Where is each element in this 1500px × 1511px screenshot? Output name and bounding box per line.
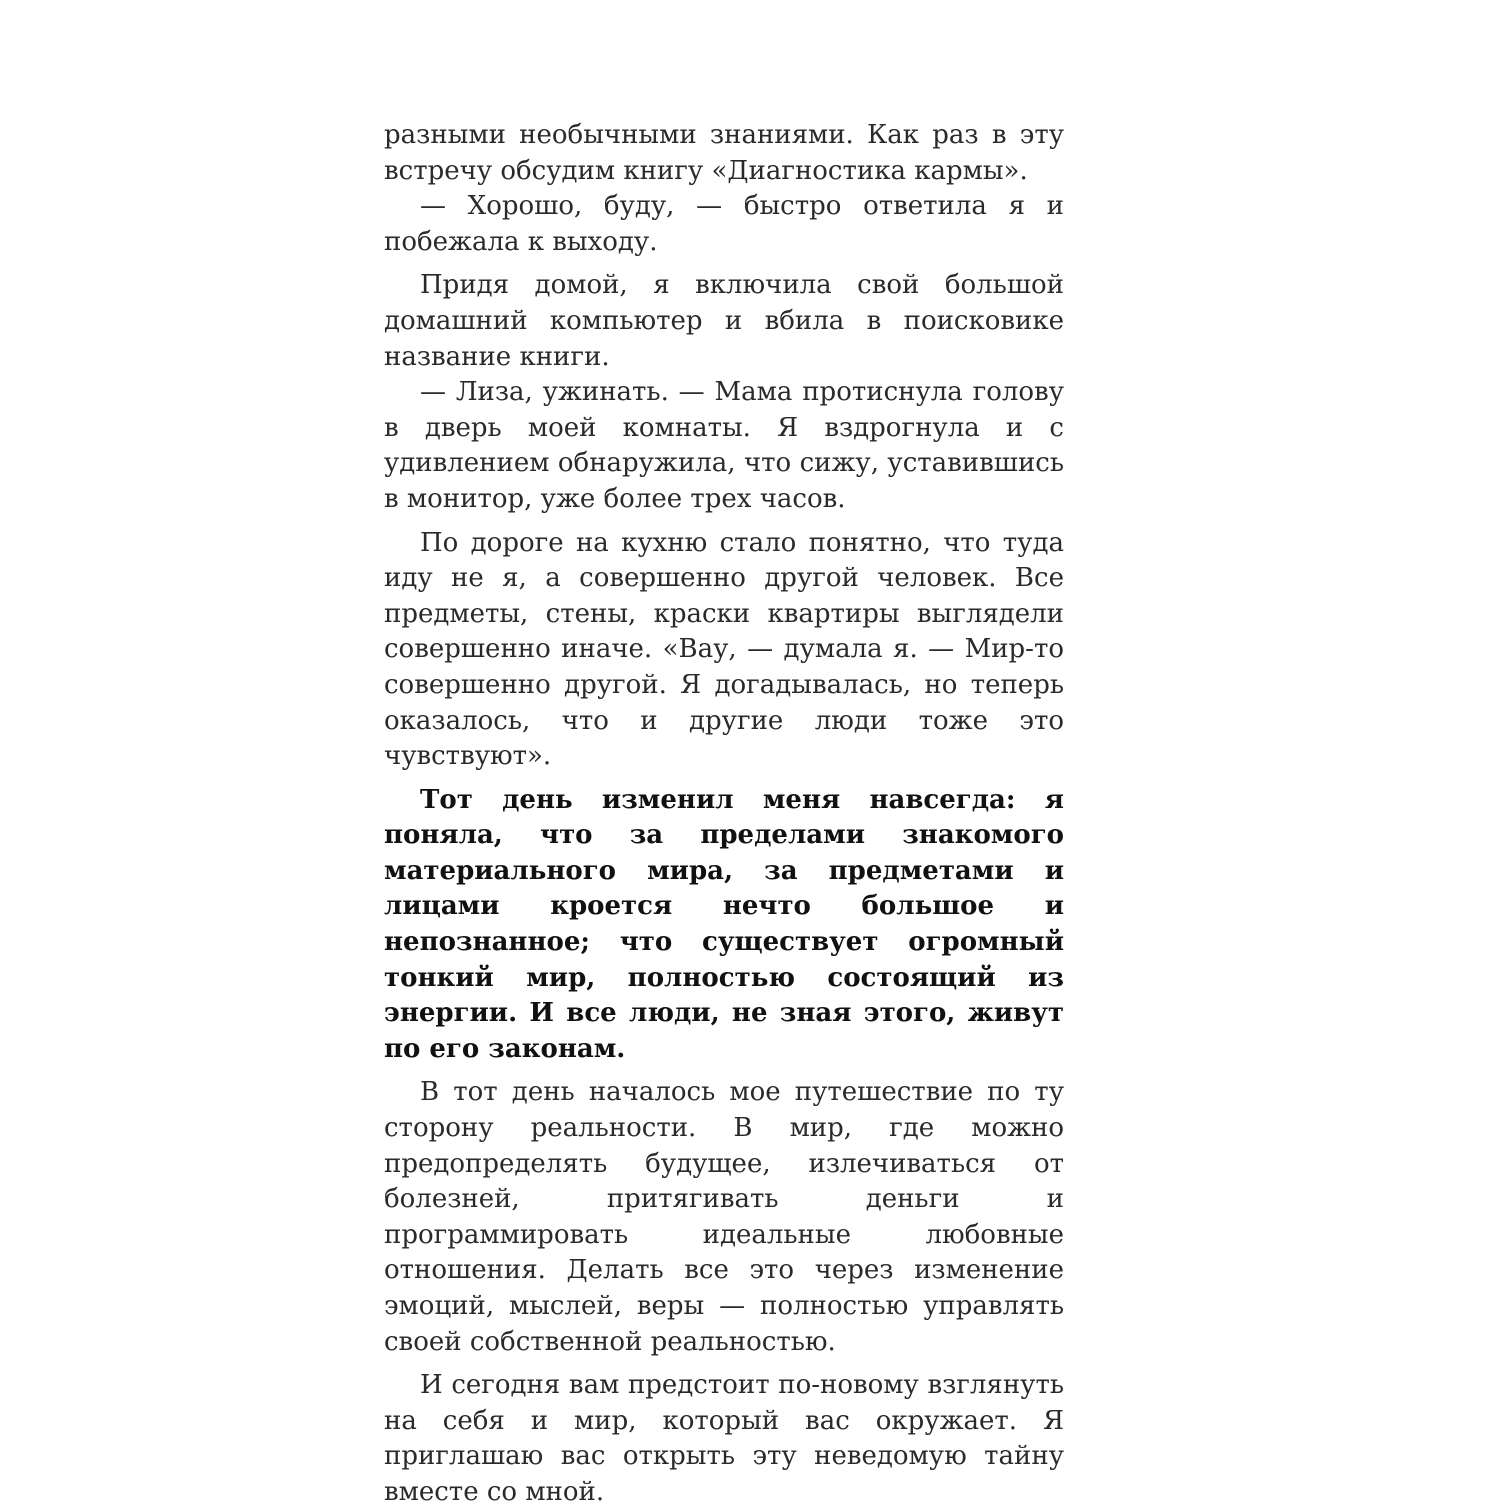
book-page — [384, 118, 1064, 1511]
paragraph-dialogue-mom: — Лиза, ужинать. — Мама протиснула голову в дверь моей комнаты. Я вздрогнула и с удивлением обнаружила, что сижу, уставившись в монитор, уже более трех часов. — [384, 377, 1064, 514]
paragraph-bold-highlight: Тот день изменил меня навсегда: я поняла, что за пределами знакомого материального мира, за предметами и лицами кроется нечто большое и непознанное; что существует огромный тонкий мир, полностью состоящий из энергии. И все люди, не зная этого, живут по его законам. — [384, 784, 1064, 1064]
paragraph-coming-home: Придя домой, я включила свой большой домашний компьютер и вбила в поисковике название книги. — [384, 270, 1064, 372]
paragraph-invitation: И сегодня вам предстоит по-новому взглянуть на себя и мир, который вас окружает. Я приглашаю вас открыть эту неведомую тайну вместе со мной. — [384, 1370, 1064, 1507]
paragraph-journey: В тот день началось мое путешествие по ту сторону реальности. В мир, где можно предопределять будущее, излечиваться от болезней, притягивать деньги и программировать идеальные любовные отношения. Делать все это через изменение эмоций, мыслей, веры — полностью управлять своей собственной реальностью. — [384, 1077, 1064, 1357]
paragraph-dialogue-reply: — Хорошо, буду, — быстро ответила я и побежала к выходу. — [384, 191, 1064, 257]
paragraph-continuation: разными необычными знаниями. Как раз в эту встречу обсудим книгу «Диагностика кармы». — [384, 120, 1064, 186]
paragraph-kitchen: По дороге на кухню стало понятно, что туда иду не я, а совершенно другой человек. Все предметы, стены, краски квартиры выглядели совершенно иначе. «Вау, — думала я. — Мир-то совершенно другой. Я догадывалась, но теперь оказалось, что и другие люди тоже это чувствуют». — [384, 527, 1064, 772]
